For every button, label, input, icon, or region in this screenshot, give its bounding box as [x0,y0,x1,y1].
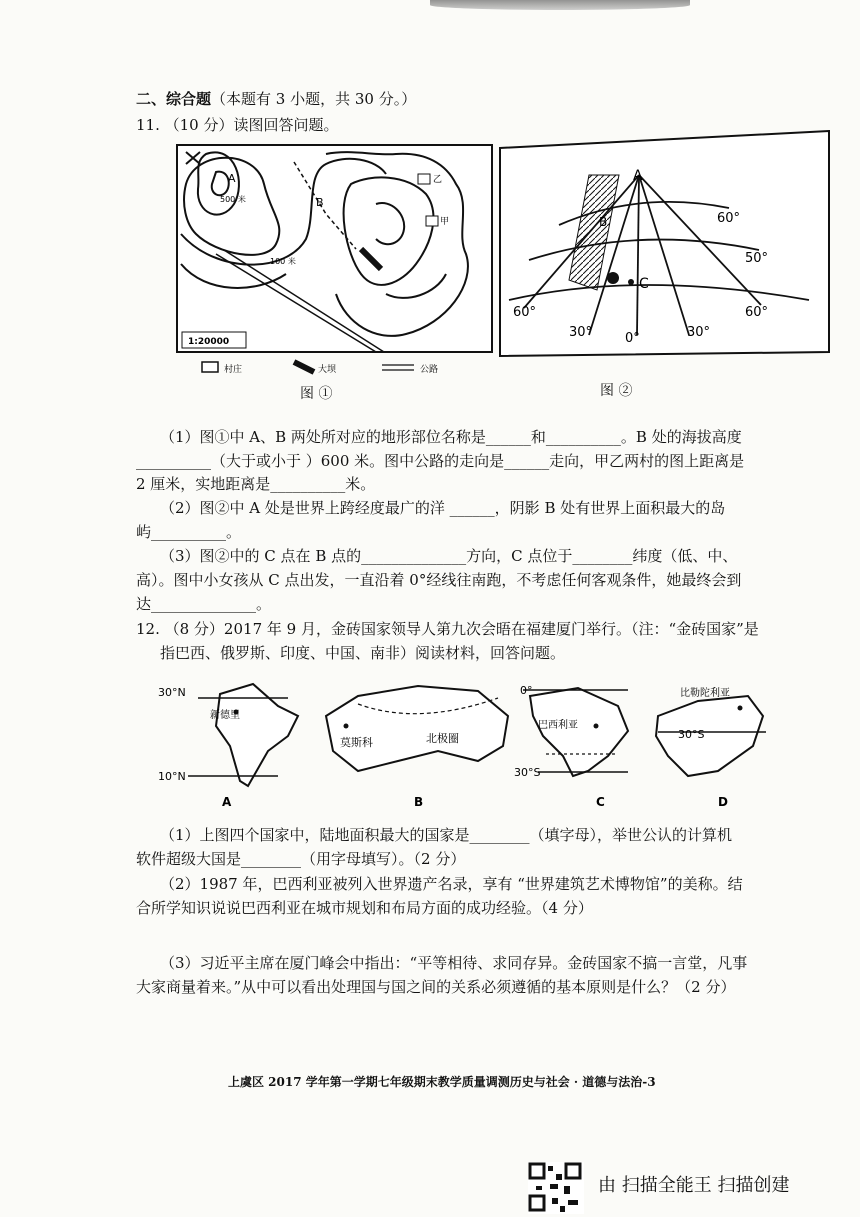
india-outline [216,684,298,786]
q12-stem-line1: 12. （8 分）2017 年 9 月，金砖国家领导人第九次会晤在福建厦门举行。（注：“金砖国家”是 [136,620,759,638]
section-title: 二、综合题 [136,90,212,108]
moscow-icon [344,724,349,729]
lon-label-2: 0° [625,331,640,346]
label-100: 100 米 [270,257,296,266]
map2-caption: 图 ② [600,383,633,399]
q11-part3-line1: （3）图②中的 C 点在 B 点的______________方向，C 点位于________纬度（低、中、 [160,547,738,565]
legend-village: 村庄 [224,365,243,375]
point-c-icon [628,279,634,285]
girl-icon [607,272,619,284]
brazil-outline [530,688,628,776]
section-heading [136,92,416,107]
label-a: A [228,172,236,185]
brasilia-label: 巴西利亚 [538,720,578,731]
india-lat-bottom: 10°N [158,770,186,783]
lat-label-3: 60° [513,305,537,320]
latitude-longitude-map [499,130,831,358]
village-yi-icon [418,174,430,184]
q12-part2-line2: 合所学知识说说巴西利亚在城市规划和布局方面的成功经验。（4 分） [136,899,593,917]
map-letter-a: A [222,795,232,808]
q12-part3-line2: 大家商量着来。”从中可以看出处理国与国之间的关系必须遵循的基本原则是什么？（2 分） [136,978,736,996]
legend-dam: 大坝 [318,365,337,375]
legend-road: 公路 [420,365,439,375]
label-jia: 甲 [440,217,450,227]
q12-part1-line1: （1）上图四个国家中，陆地面积最大的国家是________（填字母），举世公认的计算机 [160,826,733,844]
label-yi: 乙 [433,175,443,185]
map-letter-c: C [596,795,605,808]
pretoria-icon [738,706,743,711]
south-africa-lat-label: 30°S [678,728,705,741]
brasilia-icon [594,724,599,729]
label-c2: C [639,276,649,292]
qr-code-icon [528,1162,584,1214]
brics-country-maps [158,676,778,808]
legend-village-icon [202,362,218,372]
map-letter-d: D [718,795,728,808]
brazil-lat-top: 0° [520,684,533,697]
q12-stem-line2: 指巴西、俄罗斯、印度、中国、南非）阅读材料，回答问题。 [160,644,566,662]
brazil-lat-bottom: 30°S [514,766,541,779]
q12-part2-line1: （2）1987 年，巴西利亚被列入世界遗产名录，享有 “世界建筑艺术博物馆”的美称。结 [160,875,743,893]
page-footer: 上虞区 2017 学年第一学期七年级期末教学质量调测历史与社会 · 道德与法治-3 [228,1075,656,1089]
q11-part1-line1: （1）图①中 A、B 两处所对应的地形部位名称是______和__________。B 处的海拔高度 [160,428,742,446]
watermark-text: 由 扫描全能王 扫描创建 [598,1175,790,1196]
label-b2: B [599,215,608,229]
russia-outline [326,686,508,771]
moscow-label: 莫斯科 [340,736,373,749]
south-africa-outline [656,696,763,776]
map-scale: 1:20000 [188,337,230,347]
pretoria-label: 比勒陀利亚 [680,688,730,699]
q11-part1-line2: __________（大于或小于 ）600 米。图中公路的走向是______走向，甲乙两村的图上距离是 [136,452,745,470]
map2-frame [500,131,829,356]
q12-part1-line2: 软件超级大国是________（用字母填写）。（2 分） [136,850,466,868]
q11-part2-line2: 屿__________。 [136,523,242,541]
legend-dam-icon [294,362,314,372]
legend-road-icon [382,365,414,370]
lat-label-2: 50° [745,251,769,266]
q11-part1-line3: 2 厘米，实地距离是__________米。 [136,475,376,493]
label-a2: A [633,168,643,184]
map-letter-b: B [414,795,424,808]
q11-part3-line3: 达______________。 [136,595,272,613]
label-500: 500 米 [220,195,246,204]
q11-part2-line1: （2）图②中 A 处是世界上跨经度最广的洋 ______，阴影 B 处有世界上面积最大的岛 [160,499,726,517]
topographic-map [176,144,494,382]
q11-part3-line2: 高）。图中小女孩从 C 点出发，一直沿着 0°经线往南跑，不考虑任何客观条件，她最终会到 [136,571,742,589]
india-lat-top: 30°N [158,686,186,699]
section-note: （本题有 3 小题，共 30 分。） [211,90,417,108]
lon-label-1: 30° [569,325,593,340]
lat-label-4: 60° [745,305,769,320]
lon-label-3: 30° [687,325,711,340]
label-b: B [316,196,324,209]
new-delhi-label: 新德里 [210,710,240,721]
map1-caption: 图 ① [300,386,333,402]
q12-part3-line1: （3）习近平主席在厦门峰会中指出：“平等相待、求同存异。金砖国家不搞一言堂，凡事 [160,954,748,972]
q11-stem: 11. （10 分）读图回答问题。 [136,116,339,134]
lat-label-1: 60° [717,211,741,226]
arctic-circle-label: 北极圈 [426,732,459,745]
scan-shadow [430,0,690,10]
village-jia-icon [426,216,438,226]
